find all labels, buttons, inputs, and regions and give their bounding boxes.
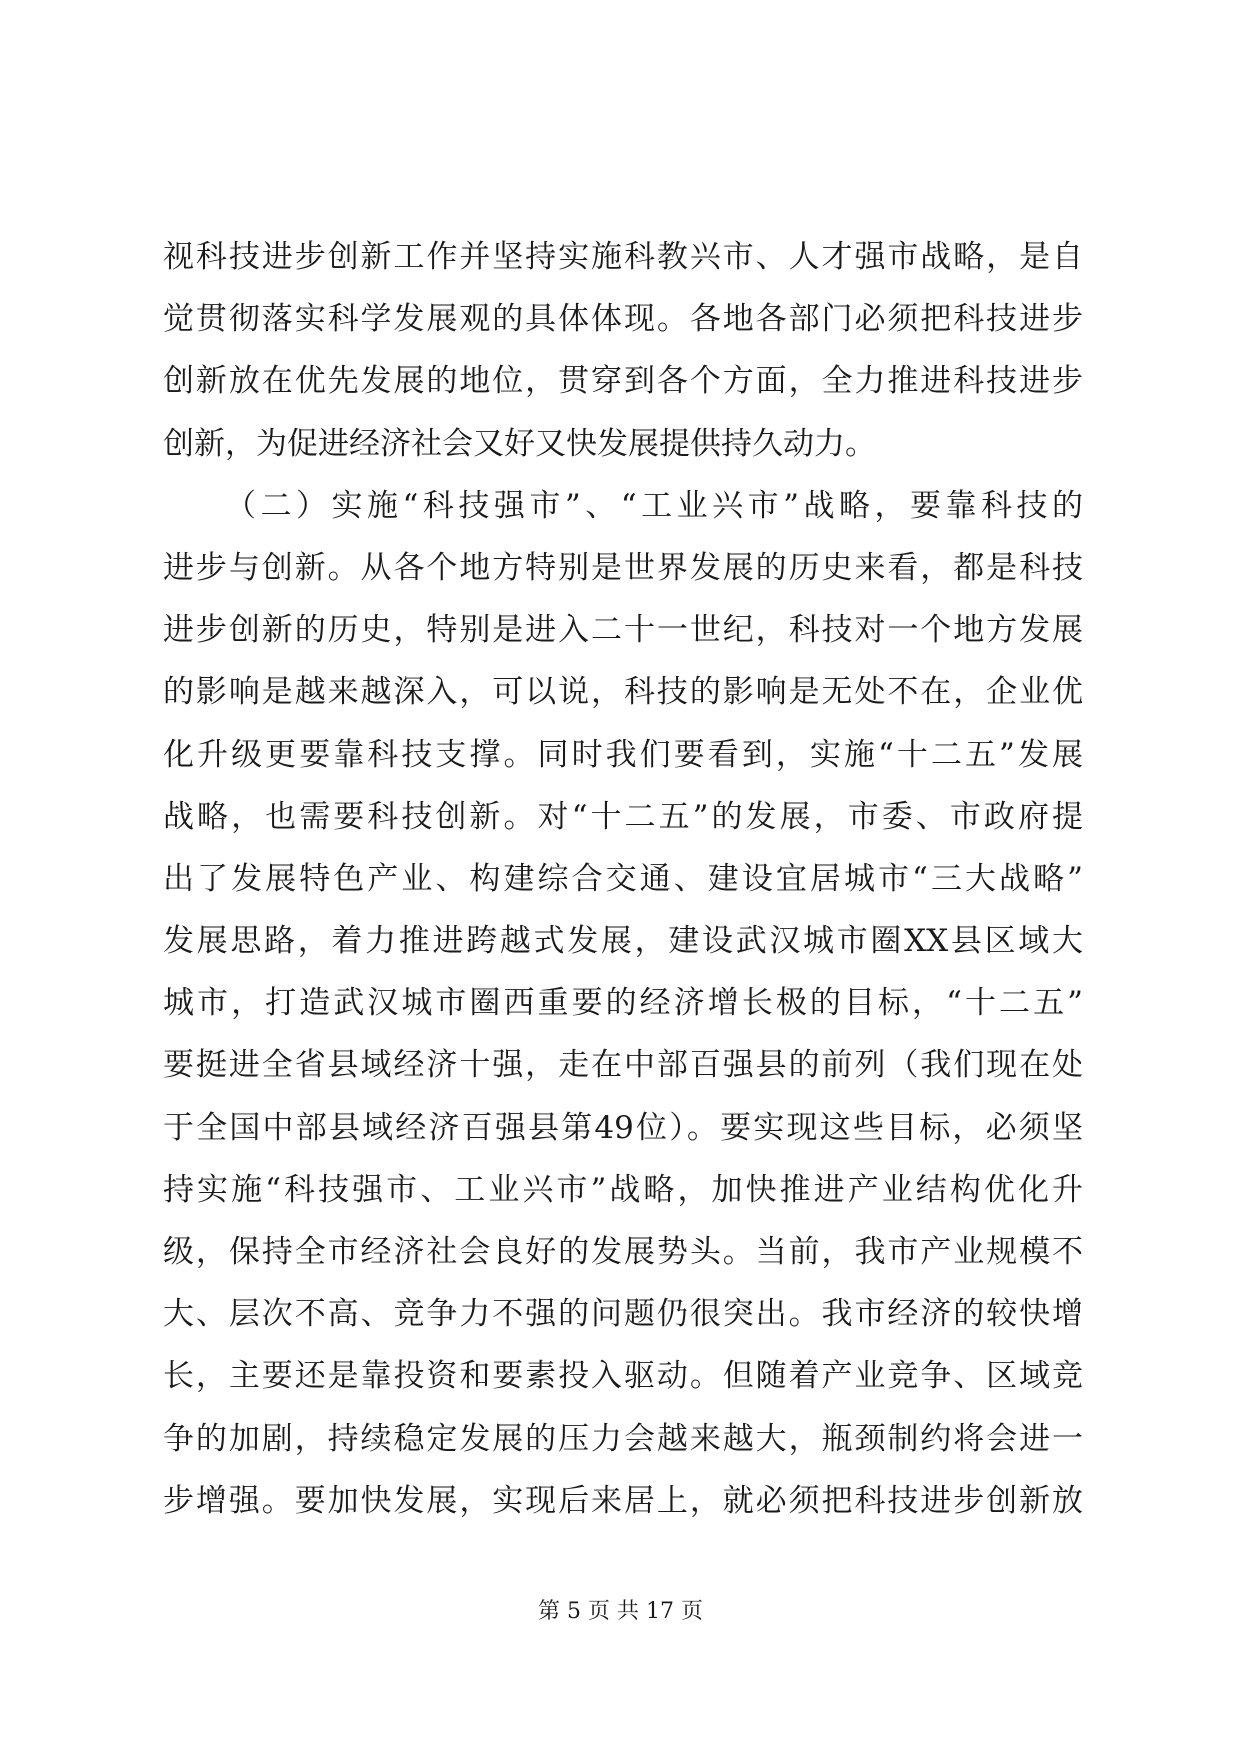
text-line: 要挺进全省县域经济十强，走在中部百强县的前列（我们现在处	[163, 1047, 1083, 1084]
text-line: 大、层次不高、竞争力不强的问题仍很突出。我市经济的较快增	[163, 1296, 1083, 1333]
text-line: 觉贯彻落实科学发展观的具体体现。各地各部门必须把科技进步	[163, 301, 1083, 338]
text-line: 城市，打造武汉城市圈西重要的经济增长极的目标，“十二五”	[163, 985, 1083, 1022]
text-line: 化升级更要靠科技支撑。同时我们要看到，实施“十二五”发展	[163, 736, 1083, 773]
paragraph-start-line: （二）实施“科技强市”、“工业兴市”战略，要靠科技的	[225, 487, 1083, 524]
text-line: 进步与创新。从各个地方特别是世界发展的历史来看，都是科技	[163, 549, 1083, 586]
text-line: 的影响是越来越深入，可以说，科技的影响是无处不在，企业优	[163, 674, 1083, 711]
text-line: 持实施“科技强市、工业兴市”战略，加快推进产业结构优化升	[163, 1171, 1083, 1208]
text-line: 战略，也需要科技创新。对“十二五”的发展，市委、市政府提	[163, 798, 1083, 835]
text-line: 创新放在优先发展的地位，贯穿到各个方面，全力推进科技进步	[163, 363, 1083, 400]
text-line: 进步创新的历史，特别是进入二十一世纪，科技对一个地方发展	[163, 612, 1083, 649]
text-line: 于全国中部县域经济百强县第49位）。要实现这些目标，必须坚	[163, 1109, 1083, 1146]
text-line: 争的加剧，持续稳定发展的压力会越来越大，瓶颈制约将会进一	[163, 1420, 1083, 1457]
text-line: 步增强。要加快发展，实现后来居上，就必须把科技进步创新放	[163, 1482, 1083, 1519]
body-text	[163, 226, 1083, 1532]
text-line: 级，保持全市经济社会良好的发展势头。当前，我市产业规模不	[163, 1234, 1083, 1270]
text-line: 视科技进步创新工作并坚持实施科教兴市、人才强市战略，是自	[163, 239, 1083, 275]
page-number-footer: 第 5 页 共 17 页	[538, 1599, 703, 1624]
text-line: 出了发展特色产业、构建综合交通、建设宜居城市“三大战略”	[163, 860, 1083, 897]
text-line: 创新，为促进经济社会又好又快发展提供持久动力。	[163, 425, 876, 462]
text-line: 长，主要还是靠投资和要素投入驱动。但随着产业竞争、区域竞	[163, 1358, 1083, 1395]
text-line: 发展思路，着力推进跨越式发展，建设武汉城市圈XX县区域大	[163, 923, 1083, 960]
